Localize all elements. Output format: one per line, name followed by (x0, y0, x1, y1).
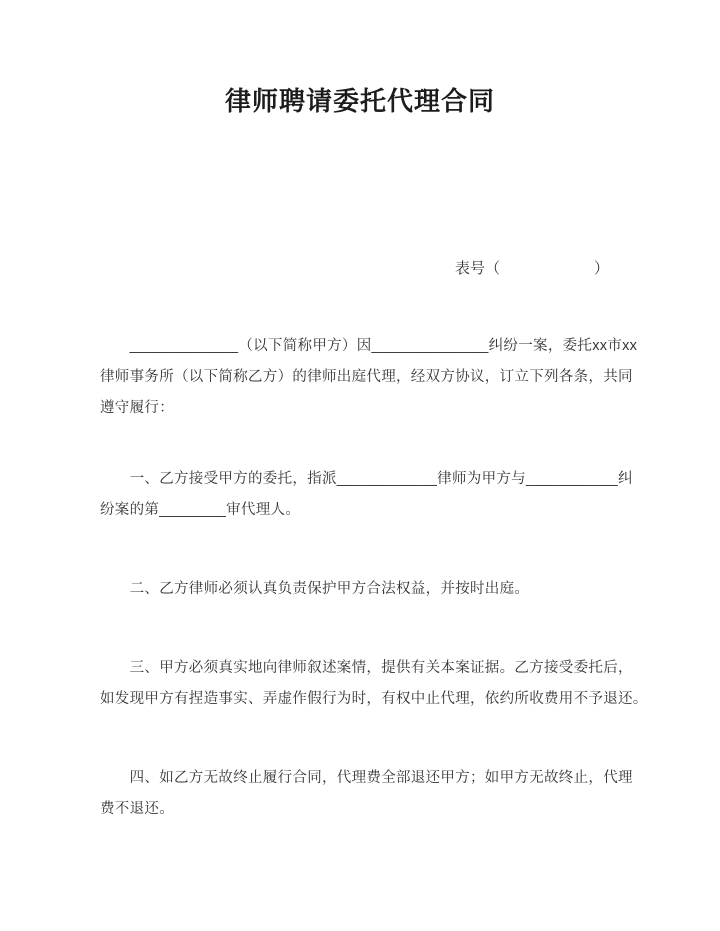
form-number-blank (500, 272, 594, 273)
paragraph-clause-1 (100, 464, 633, 526)
form-number-row (455, 253, 620, 284)
text-line: 如发现甲方有捏造事实、弄虚作假行为时，有权中止代理，依约所收费用不予退还。 (100, 691, 648, 707)
form-number-label-close: ） (594, 260, 610, 277)
document-title: 律师聘请委托代理合同 (224, 87, 495, 116)
text-line: 三、甲方必须真实地向律师叙述案情，提供有关本案证据。乙方接受委托后， (100, 660, 633, 676)
text-line: _____________（以下简称甲方）因______________纠纷一案，委托xx市xx (100, 338, 638, 354)
text-line: 四、如乙方无故终止履行合同，代理费全部退还甲方；如甲方无故终止，代理 (100, 770, 633, 786)
paragraph-clause-4 (100, 763, 633, 825)
text-line: 二、乙方律师必须认真负责保护甲方合法权益，并按时出庭。 (100, 581, 530, 597)
text-line: 遵守履行： (100, 400, 174, 416)
paragraph-clause-3 (100, 653, 648, 715)
paragraph-intro (100, 331, 638, 424)
form-number-label-open: 表号（ (455, 260, 501, 277)
text-line: 纷案的第________审代理人。 (100, 502, 301, 518)
text-line: 费不退还。 (100, 801, 174, 817)
paragraph-clause-2 (100, 574, 620, 605)
text-line: 律师事务所（以下简称乙方）的律师出庭代理，经双方协议，订立下列各条，共同 (100, 369, 633, 385)
text-line: 一、乙方接受甲方的委托，指派____________律师为甲方与___________纠 (100, 471, 633, 487)
